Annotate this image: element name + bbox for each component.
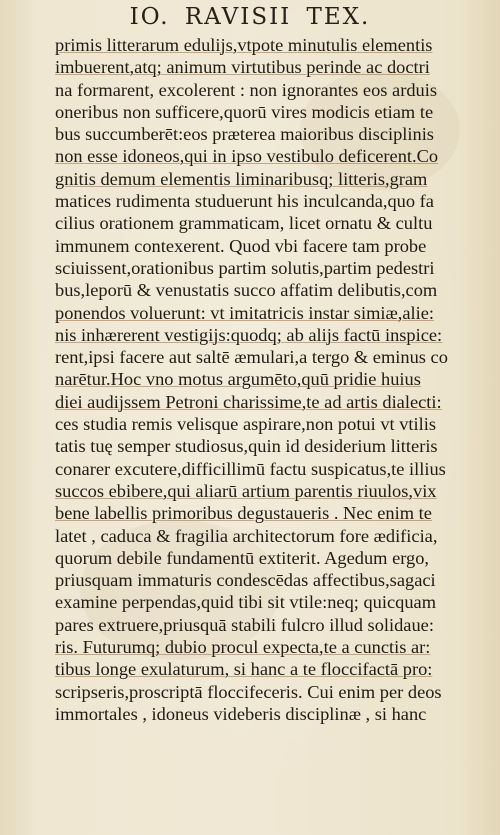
text-line: tibus longe exulaturum, si hanc a te floccifactā pro: — [55, 659, 433, 680]
text-line: succos ebibere,qui aliarū artium parentis riuulos,vix — [55, 480, 437, 501]
text-line: tatis tuę semper studiosus,quin id desiderium litteris — [55, 436, 438, 457]
text-line: bus,leporū & venustatis succo affatim delibutis,com — [55, 280, 438, 301]
text-line: bene labellis primoribus degustaueris . Nec enim te — [55, 503, 432, 524]
text-line: na formarent, excolerent : non ignorantes eos arduis — [55, 79, 437, 100]
text-line: conarer excutere,difficillimū factu suspicatus,te illius — [55, 458, 446, 479]
text-line: bus succumberēt:eos præterea maioribus disciplinis — [55, 124, 434, 145]
text-line: immortales , idoneus videberis disciplinæ , si hanc — [55, 703, 427, 724]
text-line: ponendos voluerunt: vt imitatricis instar simiæ,alie: — [55, 302, 435, 323]
text-line: imbuerent,atq; animum virtutibus perinde ac doctri — [55, 57, 430, 78]
text-line: matices rudimenta studuerunt his inculcanda,quo fa — [55, 191, 434, 212]
text-line: primis litterarum edulijs,vtpote minutulis elementis — [55, 35, 433, 55]
text-line: gnitis demum elementis liminaribusq; litteris,gram — [55, 168, 428, 189]
text-line: latet , caduca & fragilia architectorum fore ædificia, — [55, 525, 438, 546]
text-line: oneribus non sufficere,quorū vires modicis etiam te — [55, 101, 434, 122]
text-line: diei audijssem Petroni charissime,te ad artis dialecti: — [55, 391, 442, 412]
text-line: priusquam immaturis condescēdas affectibus,sagaci — [55, 570, 436, 591]
text-line: ris. Futurumq; dubio procul expecta,te a cunctis ar: — [55, 637, 431, 658]
text-line: cilius orationem grammaticam, licet ornatu & cultu — [55, 213, 433, 234]
text-line: quorum debile fundamentū extiterit. Agedum ergo, — [55, 547, 430, 568]
text-line: pares extruere,priusquā stabili fulcro illud solidaue: — [55, 614, 434, 635]
text-line: narētur.Hoc vno motus argumēto,quū pridie huius — [55, 369, 421, 390]
text-line: non esse idoneos,qui in ipso vestibulo deficerent.Co — [55, 146, 439, 167]
text-line: rent,ipsi facere aut saltē æmulari,a tergo & eminus co — [55, 347, 448, 368]
text-line: ces studia remis velisque aspirare,non potui vt vtilis — [55, 414, 437, 435]
text-line: immunem contexerent. Quod vbi facere tam probe — [55, 235, 427, 256]
text-line: sciuissent,orationibus partim solutis,partim pedestri — [55, 257, 435, 278]
text-line: examine perpendas,quid tibi sit vtile:neq; quicquam — [55, 592, 437, 613]
text-line: nis inhærerent vestigijs:quodq; ab alijs factū inspice: — [55, 324, 443, 345]
text-line: scripseris,proscriptā floccifeceris. Cui enim per deos — [55, 681, 442, 702]
running-title: IO. RAVISII TEX. — [129, 4, 371, 30]
body-text — [55, 34, 493, 725]
